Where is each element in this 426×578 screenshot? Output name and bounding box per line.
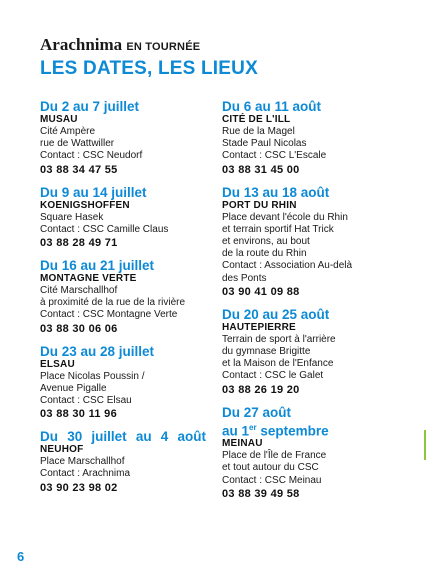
left-column: [40, 99, 210, 503]
page-number: 6: [17, 549, 25, 564]
event-contact: Contact : CSC Meinau: [222, 474, 322, 486]
event-detail: Cité Marschallhof: [40, 285, 118, 297]
event-meinau: [222, 405, 392, 501]
event-phone: 03 88 30 11 96: [40, 408, 117, 421]
event-phone: 03 88 34 47 55: [40, 163, 118, 176]
event-detail: à proximité de la rue de la rivière: [40, 297, 186, 309]
event-detail: du gymnase Brigitte: [222, 346, 311, 358]
event-musau: [40, 99, 210, 177]
date-ordinal-suffix: er: [249, 422, 257, 432]
event-place: PORT DU RHIN: [222, 199, 297, 211]
event-cite-de-l-ill: [222, 99, 392, 177]
event-port-du-rhin: [222, 185, 392, 299]
event-phone: 03 88 30 06 06: [40, 322, 118, 335]
event-place: HAUTEPIERRE: [222, 321, 296, 333]
event-place: MUSAU: [40, 114, 78, 125]
event-phone: 03 90 41 09 88: [222, 285, 300, 298]
event-detail: et environs, au bout: [222, 236, 310, 248]
event-date: Du 2 au 7 juillet: [40, 99, 140, 114]
event-contact: des Ponts: [222, 272, 267, 284]
event-contact: Contact : Arachnima: [40, 468, 131, 480]
event-detail: et tout autour du CSC: [222, 462, 319, 474]
event-place: CITÉ DE L'ILL: [222, 114, 291, 125]
event-date: Du 9 au 14 juillet: [40, 184, 147, 200]
header-brand-line: [40, 36, 258, 56]
event-phone: 03 88 26 19 20: [222, 383, 300, 396]
event-date: Du 13 au 18 août: [222, 184, 330, 200]
event-koenigshoffen: [40, 185, 210, 250]
event-date: Du 30 juillet au 4 août: [40, 429, 206, 445]
event-place: MEINAU: [222, 438, 263, 450]
header-subtitle: EN TOURNÉE: [126, 41, 201, 53]
event-detail: de la route du Rhin: [222, 248, 307, 260]
event-place: ELSAU: [40, 358, 75, 370]
event-detail: Place Nicolas Poussin /: [40, 370, 145, 382]
event-detail: et terrain sportif Hat Trick: [222, 223, 334, 235]
event-detail: et la Maison de l'Enfance: [222, 358, 334, 370]
event-hautepierre: [222, 307, 392, 397]
event-phone: 03 88 31 45 00: [222, 163, 300, 176]
event-detail: Place Marschallhof: [40, 456, 125, 468]
page-header: [40, 36, 258, 80]
page-title: LES DATES, LES LIEUX: [40, 58, 258, 79]
event-elsau: [40, 344, 210, 422]
event-detail: Rue de la Magel: [222, 126, 295, 137]
right-column: [222, 99, 392, 509]
event-montagne-verte: [40, 258, 210, 336]
event-contact: Contact : CSC Montagne Verte: [40, 309, 178, 321]
event-date: Du 20 au 25 août: [222, 306, 330, 322]
event-place: NEUHOF: [40, 444, 84, 456]
date-prefix: au 1: [222, 423, 250, 439]
event-detail: Place devant l'école du Rhin: [222, 211, 348, 223]
event-detail: Avenue Pigalle: [40, 382, 107, 394]
event-date-continued: [222, 420, 392, 439]
event-date: Du 23 au 28 juillet: [40, 343, 155, 359]
event-detail: Terrain de sport à l'arrière: [222, 333, 336, 345]
event-detail: Stade Paul Nicolas: [222, 138, 307, 150]
event-detail: Cité Ampère: [40, 126, 96, 137]
brand-name: Arachnima: [40, 35, 123, 54]
event-contact: Contact : CSC le Galet: [222, 370, 324, 382]
event-phone: 03 90 23 98 02: [40, 481, 118, 494]
event-date: Du 27 août: [222, 404, 292, 420]
event-detail: Place de l'Île de France: [222, 450, 327, 462]
date-suffix: septembre: [256, 423, 329, 439]
event-date: Du 6 au 11 août: [222, 99, 322, 114]
event-contact: Contact : CSC L'Escale: [222, 150, 327, 162]
event-phone: 03 88 39 49 58: [222, 487, 300, 500]
event-contact: Contact : CSC Neudorf: [40, 150, 143, 162]
event-contact: Contact : CSC Camille Claus: [40, 223, 169, 235]
event-contact: Contact : CSC Elsau: [40, 395, 132, 407]
event-phone: 03 88 28 49 71: [40, 237, 118, 250]
event-place: KOENIGSHOFFEN: [40, 199, 130, 211]
event-date: Du 16 au 21 juillet: [40, 258, 155, 274]
event-neuhof: [40, 429, 210, 494]
event-detail: Square Hasek: [40, 211, 104, 223]
event-contact: Contact : Association Au-delà: [222, 260, 353, 272]
event-detail: rue de Wattwiller: [40, 138, 115, 150]
event-place: MONTAGNE VERTE: [40, 273, 137, 285]
